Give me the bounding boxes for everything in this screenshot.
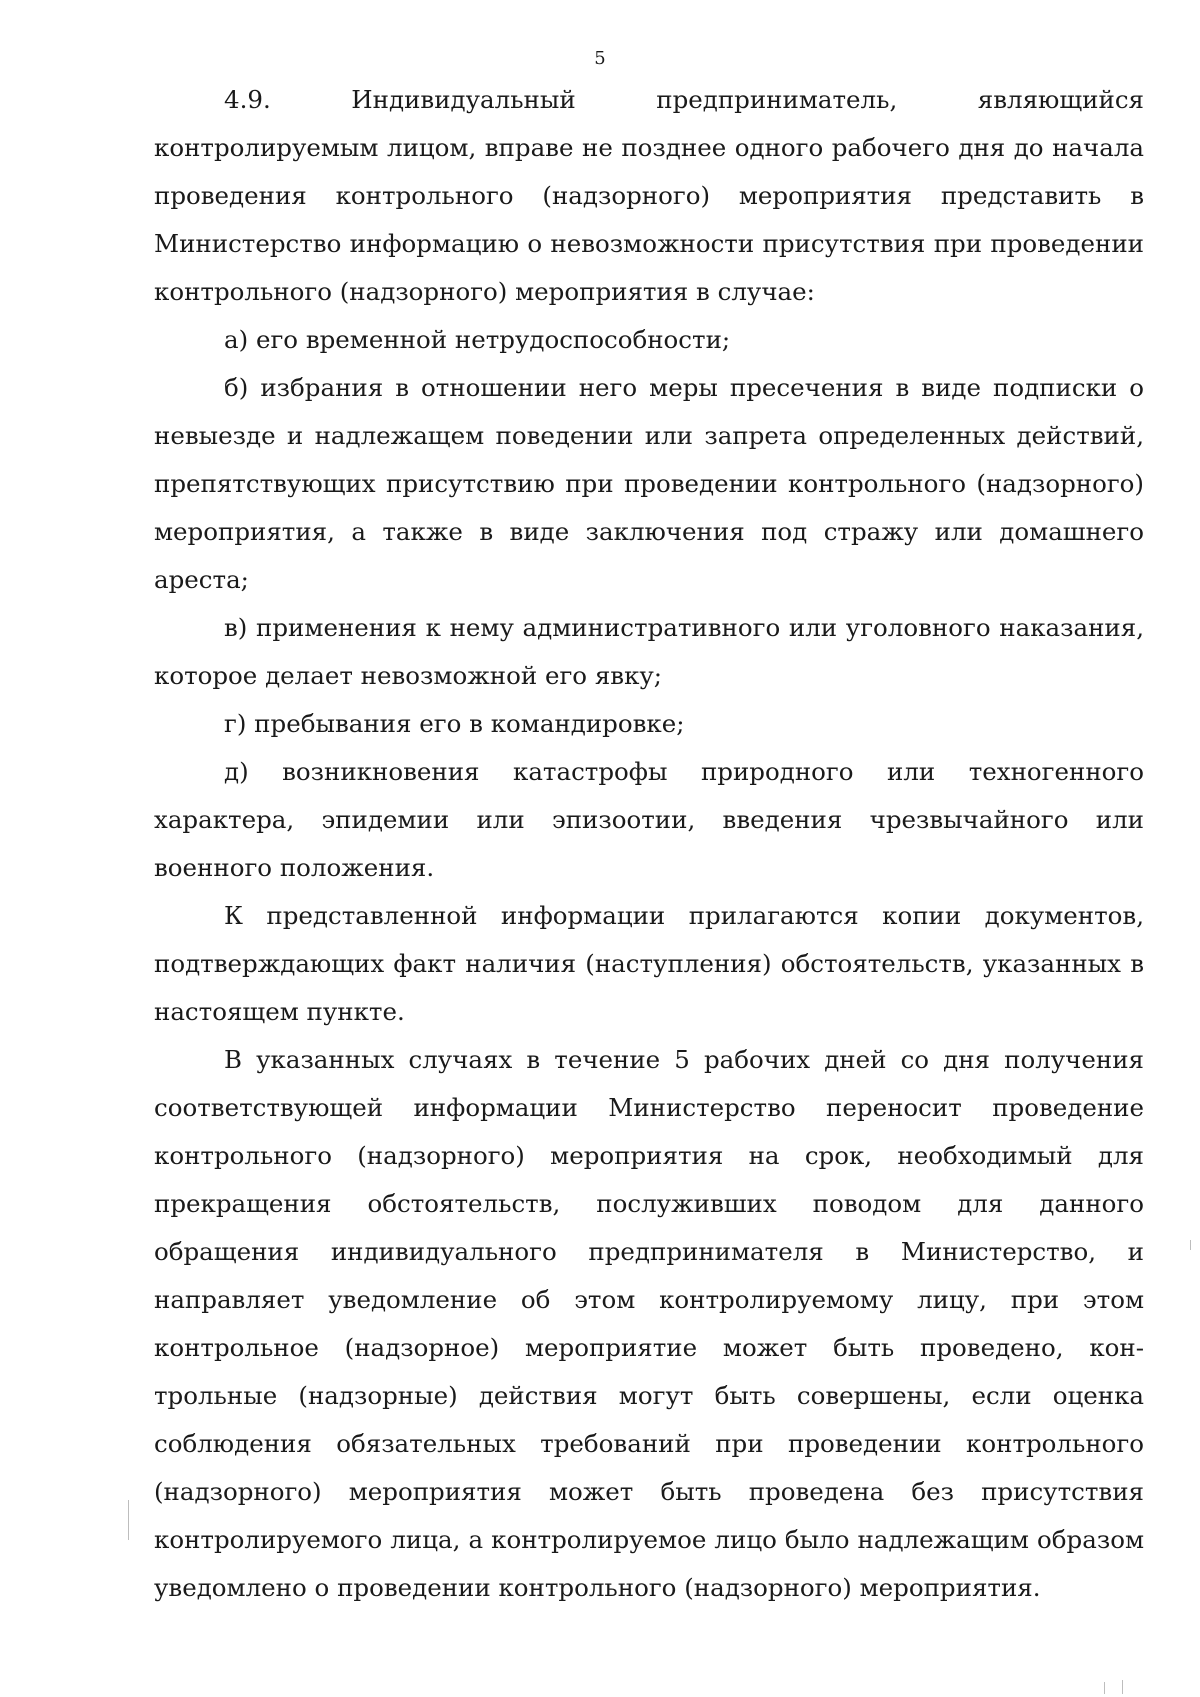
list-item-a: а) его временной нетрудоспособности; bbox=[224, 325, 731, 354]
paragraph-attachments: К представленной информации прилагаются копии документов, подтверждающих факт наличия (наступления) обстоятельств, указанных в настоящем пункте. bbox=[154, 901, 1144, 1026]
scan-artifact bbox=[1122, 1680, 1123, 1694]
paragraph-rescheduling: В указанных случаях в течение 5 рабочих дней со дня получения соответствующей информации Министерство переносит проведение контрольного (надзорного) мероприятия на срок, необходимый для прекращения обстоятельств, послуживших поводом для данного обращения индивидуального предпринимателя в Министерство, и направляет уведомление об этом контролируемому лицу, при этом контрольное (надзорное) мероприятие может быть проведено, контрольные (надзорные) действия могут быть совершены, если оценка соблюдения обязательных требований при проведении контрольного (надзорного) мероприятия может быть проведена без присутствия контролируемого лица, а контролируемое лицо было надлежащим образом уведомлено о проведении контрольного (надзорного) мероприятия. bbox=[154, 1045, 1144, 1602]
list-item-b: б) избрания в отношении него меры пресечения в виде подписки о невыезде и надлежащем поведении или запрета определенных действий, препятствующих присутствию при проведении контрольного (надзорного) мероприятия, а также в виде заключения под стражу или домашнего ареста; bbox=[154, 373, 1144, 594]
scan-artifact bbox=[1190, 1240, 1191, 1250]
list-item-g: г) пребывания его в командировке; bbox=[224, 709, 685, 738]
list-item-v: в) применения к нему административного или уголовного наказания, которое делает невозможной его явку; bbox=[154, 613, 1144, 690]
scan-artifact bbox=[128, 1500, 129, 1540]
scan-artifact bbox=[1104, 1682, 1105, 1694]
page-number: 5 bbox=[594, 48, 606, 69]
list-item-d: д) возникновения катастрофы природного или техногенного характера, эпидемии или эпизоотии, введения чрезвычайного или военного положения. bbox=[154, 757, 1144, 882]
document-body bbox=[154, 76, 1144, 1612]
paragraph-4-9-intro: 4.9. Индивидуальный предприниматель, являющийся контролируемым лицом, вправе не позднее одного рабочего дня до начала проведения контрольного (надзорного) мероприятия представить в Министерство информацию о невозможности присутствия при проведении контрольного (надзорного) мероприятия в случае: bbox=[154, 85, 1144, 306]
